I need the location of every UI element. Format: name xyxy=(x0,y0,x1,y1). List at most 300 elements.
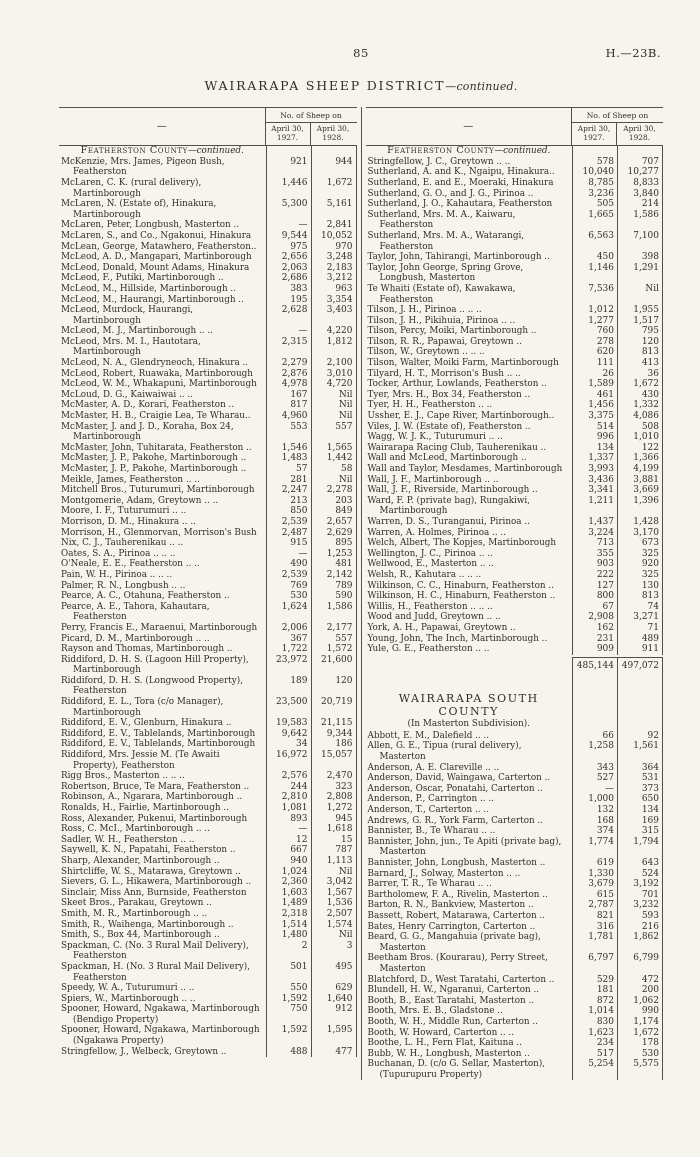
sheep-count-1927: 514 xyxy=(573,422,618,433)
sheep-count-1927: 222 xyxy=(573,570,618,581)
table-row xyxy=(366,358,664,369)
sheep-count-1928: 1,618 xyxy=(312,824,357,835)
table-row xyxy=(366,432,664,443)
owner-name: Robertson, Bruce, Te Mara, Featherston .. xyxy=(59,782,267,793)
sheep-count-1928: 58 xyxy=(312,464,357,475)
sheep-count-1928: 944 xyxy=(312,157,357,178)
table-row xyxy=(366,517,664,528)
table-row xyxy=(59,496,357,507)
sheep-count-1927: 769 xyxy=(267,581,312,592)
district-title: WAIRARAPA SHEEP DISTRICT xyxy=(204,78,446,93)
owner-name: Viles, J. W. (Estate of), Featherston .. xyxy=(366,422,574,433)
owner-name: Wairarapa Racing Club, Tauherenikau .. xyxy=(366,443,574,454)
table-row xyxy=(366,763,664,774)
empty-cell xyxy=(573,146,618,157)
owner-name: Stringfellow, J., Welbeck, Greytown .. xyxy=(59,1047,267,1058)
total-1927: 485,144 xyxy=(573,657,618,681)
sheep-count-1927: 167 xyxy=(267,390,312,401)
table-row xyxy=(366,922,664,933)
owner-name: Barton, R. N., Bankview, Masterton .. xyxy=(366,900,574,911)
name-column-header: — xyxy=(59,108,266,145)
owner-name: Spooner, Howard, Ngakawa, Martinborough (Bendigo Property) xyxy=(59,1004,267,1025)
table-row xyxy=(59,676,357,697)
owner-name: Spackman, C. (No. 3 Rural Mail Delivery), Featherston xyxy=(59,941,267,962)
table-row xyxy=(59,453,357,464)
owner-name: McLeod, W. M., Whakapuni, Martinborough xyxy=(59,379,267,390)
sheep-count-1927: 1,480 xyxy=(267,930,312,941)
sheep-count-1928: 364 xyxy=(618,763,663,774)
sheep-count-1927: 66 xyxy=(573,731,618,742)
sheep-count-1927: 1,277 xyxy=(573,316,618,327)
table-row xyxy=(59,845,357,856)
sheep-count-1928: Nil xyxy=(312,390,357,401)
sheep-count-1928: 557 xyxy=(312,634,357,645)
sheep-count-1928: 92 xyxy=(618,731,663,742)
sheep-count-1927: 3,993 xyxy=(573,464,618,475)
sheep-count-1928: 3,010 xyxy=(312,369,357,380)
sheep-count-1927: 921 xyxy=(267,157,312,178)
owner-name: McLeod, M. J., Martinborough .. .. xyxy=(59,326,267,337)
table-row xyxy=(59,697,357,718)
section-heading-row xyxy=(366,146,664,157)
sheep-count-1928: 430 xyxy=(618,390,663,401)
owner-name: Wall, J. F., Martinborough .. .. xyxy=(366,475,574,486)
sheep-count-1927: 550 xyxy=(267,983,312,994)
owner-name: Shirtcliffe, W. S., Matarawa, Greytown .. xyxy=(59,867,267,878)
owner-name: McLeod, Murdock, Haurangi, Martinborough xyxy=(59,305,267,326)
sheep-count-1928: 963 xyxy=(312,284,357,295)
sheep-count-1928: 2,470 xyxy=(312,771,357,782)
sheep-count-1927: 3,224 xyxy=(573,528,618,539)
title-continued-suffix: —continued. xyxy=(445,80,518,93)
owner-name: McLeod, Donald, Mount Adams, Hinakura xyxy=(59,263,267,274)
table-row xyxy=(366,210,664,231)
sheep-count-1927: 3,341 xyxy=(573,485,618,496)
sheep-count-1928: 373 xyxy=(618,784,663,795)
sheep-count-1927: — xyxy=(573,784,618,795)
sheep-count-1927: 1,012 xyxy=(573,305,618,316)
sheep-count-1927: 16,972 xyxy=(267,750,312,771)
table-row xyxy=(366,549,664,560)
table-row xyxy=(366,602,664,613)
owner-name: Bartholomew, F. A., Rivelin, Masterton .. xyxy=(366,890,574,901)
sheep-count-1927: 530 xyxy=(267,591,312,602)
owner-name: McMaster, J. P., Pakohe, Martinborough .. xyxy=(59,453,267,464)
owner-name: Sutherland, G. O., and J. G., Pirinoa .. xyxy=(366,189,574,200)
owner-name: Anderson, David, Waingawa, Carterton .. xyxy=(366,773,574,784)
owner-name: McLeod, Mrs. M. I., Hautotara, Martinborough xyxy=(59,337,267,358)
column-header-1927: April 30, 1927. xyxy=(572,123,617,145)
owner-name: Pain, W. H., Pirinoa .. .. .. xyxy=(59,570,267,581)
sheep-count-1928: 524 xyxy=(618,869,663,880)
section-title: Featherston County xyxy=(80,145,188,157)
sheep-count-1927: 162 xyxy=(573,623,618,634)
sheep-count-1927: 893 xyxy=(267,814,312,825)
sheep-count-1928: 2,177 xyxy=(312,623,357,634)
table-row xyxy=(59,1025,357,1046)
table-row xyxy=(366,157,664,168)
sheep-count-1927: 3,375 xyxy=(573,411,618,422)
owner-name: Tilson, W., Greytown .. .. .. xyxy=(366,347,574,358)
document-reference: H.—23B. xyxy=(605,46,661,60)
owner-name: Anderson, A. E. Clareville .. .. xyxy=(366,763,574,774)
table-row xyxy=(59,475,357,486)
owner-name: Tilson, J. H., Pirinoa .. .. .. xyxy=(366,305,574,316)
owner-name: Sharp, Alexander, Martinborough .. xyxy=(59,856,267,867)
column-divider xyxy=(361,107,362,1080)
sheep-count-1928: 122 xyxy=(618,443,663,454)
owner-name: McLeod, A. D., Mangapari, Martinborough xyxy=(59,252,267,263)
sheep-count-1928: 36 xyxy=(618,369,663,380)
sheep-count-1927: 1,024 xyxy=(267,867,312,878)
owner-name: Tilyard, H. T., Morrison's Bush .. .. xyxy=(366,369,574,380)
sheep-count-1927: 713 xyxy=(573,538,618,549)
sheep-count-1927: 5,300 xyxy=(267,199,312,220)
table-row xyxy=(59,835,357,846)
table-row xyxy=(366,189,664,200)
sheep-count-1928: 3,840 xyxy=(618,189,663,200)
sheep-count-1928: 629 xyxy=(312,983,357,994)
table-row xyxy=(366,305,664,316)
sheep-count-1928: 3,232 xyxy=(618,900,663,911)
table-row xyxy=(366,591,664,602)
sheep-count-1927: 1,446 xyxy=(267,178,312,199)
table-row xyxy=(366,816,664,827)
table-row xyxy=(366,400,664,411)
owner-name: McLeod, M., Hillside, Martinborough .. xyxy=(59,284,267,295)
table-row xyxy=(366,805,664,816)
table-row xyxy=(366,337,664,348)
sheep-count-1928: 895 xyxy=(312,538,357,549)
sheep-count-1928: 325 xyxy=(618,549,663,560)
section-title-suffix: —continued. xyxy=(187,146,244,157)
sheep-count-1928: 214 xyxy=(618,199,663,210)
sheep-count-1927: 903 xyxy=(573,559,618,570)
owner-name: McMaster, A. D., Korari, Featherston .. xyxy=(59,400,267,411)
sheep-count-1928: 5,575 xyxy=(618,1059,663,1080)
sheep-tables xyxy=(59,107,663,1080)
table-row xyxy=(366,612,664,623)
sheep-count-1928: 315 xyxy=(618,826,663,837)
table-row xyxy=(366,826,664,837)
sheep-count-1928: 178 xyxy=(618,1038,663,1049)
owner-name: Riddiford, Mrs. Jessie M. (Te Awaiti Property), Featherston xyxy=(59,750,267,771)
owner-name: McLaren, C. K. (rural delivery), Martinborough xyxy=(59,178,267,199)
owner-name: Booth, W. Howard, Carterton .. .. xyxy=(366,1028,574,1039)
owner-name: Welsh, R., Kahutara .. .. .. xyxy=(366,570,574,581)
sheep-count-1927: 2,360 xyxy=(267,877,312,888)
sheep-count-1928: 398 xyxy=(618,252,663,263)
owner-name: Bates, Henry Carrington, Carterton .. xyxy=(366,922,574,933)
table-row xyxy=(366,975,664,986)
table-row xyxy=(59,602,357,623)
sheep-count-1928: 3,354 xyxy=(312,295,357,306)
sheep-count-1928: 1,567 xyxy=(312,888,357,899)
sheep-count-1928: 1,010 xyxy=(618,432,663,443)
owner-name: Pearce, A. E., Tahora, Kahautara, Featherston xyxy=(59,602,267,623)
table-row xyxy=(366,390,664,401)
sheep-count-1928: 2,629 xyxy=(312,528,357,539)
owner-name: Wall, J. F., Riverside, Martinborough .. xyxy=(366,485,574,496)
table-row xyxy=(59,305,357,326)
sheep-columns-header xyxy=(572,108,663,145)
table-row xyxy=(366,263,664,284)
owner-name: Barnard, J., Solway, Masterton .. .. xyxy=(366,869,574,880)
table-row xyxy=(366,326,664,337)
sheep-count-1928: 216 xyxy=(618,922,663,933)
sheep-count-1927: 213 xyxy=(267,496,312,507)
sheep-count-1928: 1,572 xyxy=(312,644,357,655)
table-row xyxy=(59,983,357,994)
table-row xyxy=(366,453,664,464)
sheep-count-1927: 1,000 xyxy=(573,794,618,805)
table-row xyxy=(366,443,664,454)
owner-name: Nix, C. J., Tauherenikau .. .. xyxy=(59,538,267,549)
table-row xyxy=(59,962,357,983)
empty-cell xyxy=(267,146,312,157)
sheep-count-1927: 1,592 xyxy=(267,1025,312,1046)
sheep-count-1927: 450 xyxy=(573,252,618,263)
section-heading-row xyxy=(59,146,357,157)
owner-name: Blundell, H. W., Ngaranui, Carterton .. xyxy=(366,985,574,996)
owner-name: Anderson, Oscar, Ponatahi, Carterton .. xyxy=(366,784,574,795)
sheep-count-1928: 650 xyxy=(618,794,663,805)
sheep-count-1927: 2,876 xyxy=(267,369,312,380)
table-row xyxy=(59,930,357,941)
owner-name: Riddiford, E. V., Glenburn, Hinakura .. xyxy=(59,718,267,729)
left-table-header xyxy=(59,107,357,146)
table-row xyxy=(59,273,357,284)
column-header-1928: April 30, 1928. xyxy=(316,124,350,142)
owner-name: Boothe, L. H., Fern Flat, Kaituna .. xyxy=(366,1038,574,1049)
right-table xyxy=(366,107,664,1080)
sheep-count-1927: 316 xyxy=(573,922,618,933)
owner-name: McLeod, F., Putiki, Martinborough .. xyxy=(59,273,267,284)
sheep-count-1928: 2,507 xyxy=(312,909,357,920)
owner-name: Oates, S. A., Pirinoa .. .. .. xyxy=(59,549,267,560)
sheep-count-1927: 872 xyxy=(573,996,618,1007)
table-row xyxy=(59,750,357,771)
table-row xyxy=(59,792,357,803)
sheep-count-1928: Nil xyxy=(312,411,357,422)
year-columns xyxy=(266,123,357,145)
sheep-count-1928: 130 xyxy=(618,581,663,592)
table-row xyxy=(59,655,357,676)
sheep-count-1928: 4,220 xyxy=(312,326,357,337)
sheep-count-1928: 590 xyxy=(312,591,357,602)
owner-name: Rayson and Thomas, Martinborough .. xyxy=(59,644,267,655)
table-row xyxy=(59,591,357,602)
table-row xyxy=(366,411,664,422)
sheep-count-1927: 821 xyxy=(573,911,618,922)
sheep-count-1927: — xyxy=(267,549,312,560)
table-row xyxy=(366,559,664,570)
sheep-count-1927: 750 xyxy=(267,1004,312,1025)
table-row xyxy=(59,485,357,496)
sheep-count-1927: 760 xyxy=(573,326,618,337)
column-header-1927: April 30, 1927. xyxy=(266,123,311,145)
sheep-count-1928: 74 xyxy=(618,602,663,613)
total-spacer xyxy=(366,657,574,681)
sheep-count-1927: 4,978 xyxy=(267,379,312,390)
owner-name: Booth, Mrs. E. B., Gladstone .. xyxy=(366,1006,574,1017)
owner-name: McLeod, Robert, Ruawaka, Martinborough xyxy=(59,369,267,380)
table-row xyxy=(366,422,664,433)
sheep-count-1928: 21,115 xyxy=(312,718,357,729)
table-row xyxy=(366,528,664,539)
table-row xyxy=(366,996,664,1007)
owner-name: McLaren, N. (Estate of), Hinakura, Martinborough xyxy=(59,199,267,220)
right-table-header xyxy=(366,107,664,146)
sheep-count-1928: 643 xyxy=(618,858,663,869)
owner-name: Smith, M. R., Martinborough .. .. xyxy=(59,909,267,920)
owner-name: McMaster, J. P., Pakohe, Martinborough .. xyxy=(59,464,267,475)
table-row xyxy=(59,718,357,729)
owner-name: Tilson, R. R., Papawai, Greytown .. xyxy=(366,337,574,348)
owner-name: Tyer, Mrs. H., Box 34, Featherston .. xyxy=(366,390,574,401)
sheep-count-1928: 3,192 xyxy=(618,879,663,890)
table-row xyxy=(366,538,664,549)
owner-name: McLeod, M., Haurangi, Martinborough .. xyxy=(59,295,267,306)
owner-name: Young, John, The Inch, Martinborough .. xyxy=(366,634,574,645)
sheep-count-1927: 234 xyxy=(573,1038,618,1049)
section-title: Featherston County xyxy=(387,145,495,157)
sheep-count-1927: 3,436 xyxy=(573,475,618,486)
sheep-count-1928: 2,278 xyxy=(312,485,357,496)
owner-name: Ross, Alexander, Pukenui, Martinborough xyxy=(59,814,267,825)
sheep-count-1927: 1,623 xyxy=(573,1028,618,1039)
section-title: WAIRARAPA SOUTH COUNTY xyxy=(398,692,539,719)
table-row xyxy=(59,549,357,560)
table-row xyxy=(366,231,664,252)
owner-name: Wagg, W. J. K., Tuturumuri .. .. xyxy=(366,432,574,443)
sheep-count-1927: 1,014 xyxy=(573,1006,618,1017)
sheep-count-1928: Nil xyxy=(618,284,663,305)
table-row xyxy=(59,178,357,199)
table-row xyxy=(59,422,357,443)
running-head xyxy=(59,46,663,62)
sheep-count-1928: 1,428 xyxy=(618,517,663,528)
table-row xyxy=(366,932,664,953)
sheep-count-1927: 1,456 xyxy=(573,400,618,411)
sheep-count-1928: 531 xyxy=(618,773,663,784)
table-row xyxy=(59,337,357,358)
owner-name: Tilson, Percy, Moiki, Martinborough .. xyxy=(366,326,574,337)
table-row xyxy=(59,242,357,253)
total-1928: 497,072 xyxy=(618,657,663,681)
sheep-count-1928: 325 xyxy=(618,570,663,581)
sheep-count-1928: 1,536 xyxy=(312,898,357,909)
sheep-count-1927: 374 xyxy=(573,826,618,837)
owner-name: Wilkinson, H. C., Hinaburn, Featherston .. xyxy=(366,591,574,602)
owner-name: Mitchell Bros., Tuturumuri, Martinborough xyxy=(59,485,267,496)
sheep-count-1928: 1,561 xyxy=(618,741,663,762)
owner-name: Wall and Taylor, Mesdames, Martinborough xyxy=(366,464,574,475)
sheep-count-1928: 1,442 xyxy=(312,453,357,464)
table-row xyxy=(366,794,664,805)
owner-name: Taylor, John George, Spring Grove, Longbush, Masterton xyxy=(366,263,574,284)
sheep-count-1927: 23,972 xyxy=(267,655,312,676)
table-row xyxy=(59,623,357,634)
name-column-header: — xyxy=(366,108,573,145)
sheep-count-1928: 990 xyxy=(618,1006,663,1017)
owner-name: Spooner, Howard, Ngakawa, Martinborough (Ngakawa Property) xyxy=(59,1025,267,1046)
sheep-count-1928: 593 xyxy=(618,911,663,922)
owner-name: Skeet Bros., Parakau, Greytown .. xyxy=(59,898,267,909)
table-row xyxy=(59,538,357,549)
table-row xyxy=(366,284,664,305)
sheep-count-1927: 461 xyxy=(573,390,618,401)
right-table-body xyxy=(366,146,664,1080)
table-row xyxy=(366,485,664,496)
sheep-count-1927: 1,211 xyxy=(573,496,618,517)
table-row xyxy=(59,199,357,220)
table-row xyxy=(59,867,357,878)
sheep-count-1928: 1,174 xyxy=(618,1017,663,1028)
table-row xyxy=(366,869,664,880)
owner-name: Montgomerie, Adam, Greytown .. .. xyxy=(59,496,267,507)
owner-name: Bubb, W. H., Longbush, Masterton .. xyxy=(366,1049,574,1060)
sheep-count-1928: 813 xyxy=(618,591,663,602)
sheep-group-label: No. of Sheep on xyxy=(572,108,663,123)
owner-name: Riddiford, E. V., Tablelands, Martinborough xyxy=(59,739,267,750)
sheep-count-1928: 2,808 xyxy=(312,792,357,803)
sheep-count-1927: 2 xyxy=(267,941,312,962)
sheep-count-1927: 996 xyxy=(573,432,618,443)
owner-name: Pearce, A. C., Otahuna, Featherston .. xyxy=(59,591,267,602)
sheep-count-1928: 3,248 xyxy=(312,252,357,263)
sheep-count-1927: 2,656 xyxy=(267,252,312,263)
sheep-count-1928: 3,042 xyxy=(312,877,357,888)
owner-name: Sutherland, J. O., Kahautara, Featherston xyxy=(366,199,574,210)
table-row xyxy=(59,443,357,454)
sheep-columns-header xyxy=(266,108,357,145)
table-row xyxy=(59,824,357,835)
table-row xyxy=(59,634,357,645)
owner-name: Wall and McLeod, Martinborough .. xyxy=(366,453,574,464)
sheep-count-1927: 9,544 xyxy=(267,231,312,242)
table-row xyxy=(366,731,664,742)
sheep-count-1927: 367 xyxy=(267,634,312,645)
sheep-count-1928: 508 xyxy=(618,422,663,433)
page-number: 85 xyxy=(353,46,369,60)
sheep-count-1927: 940 xyxy=(267,856,312,867)
table-row xyxy=(59,390,357,401)
sheep-count-1928: 15,057 xyxy=(312,750,357,771)
sheep-count-1927: 127 xyxy=(573,581,618,592)
left-table-body xyxy=(59,146,357,1057)
sheep-count-1928: 1,862 xyxy=(618,932,663,953)
owner-name: Speedy, W. A., Tuturumuri .. .. xyxy=(59,983,267,994)
table-row xyxy=(366,858,664,869)
sheep-count-1927: 2,315 xyxy=(267,337,312,358)
sheep-count-1928: 120 xyxy=(618,337,663,348)
page-title xyxy=(59,75,663,94)
sheep-count-1928: Nil xyxy=(312,475,357,486)
table-row xyxy=(366,784,664,795)
table-row xyxy=(59,644,357,655)
sheep-count-1927: 1,592 xyxy=(267,994,312,1005)
sheep-count-1928: 10,277 xyxy=(618,167,663,178)
owner-name: Beetham Bros. (Kourarau), Perry Street, Masterton xyxy=(366,953,574,974)
owner-name: Smith, R., Waihenga, Martinborough .. xyxy=(59,920,267,931)
sheep-count-1928: 1,672 xyxy=(618,1028,663,1039)
table-row xyxy=(366,623,664,634)
table-row xyxy=(59,400,357,411)
sheep-count-1928: 120 xyxy=(312,676,357,697)
sheep-count-1928: 789 xyxy=(312,581,357,592)
sheep-count-1927: 2,787 xyxy=(573,900,618,911)
